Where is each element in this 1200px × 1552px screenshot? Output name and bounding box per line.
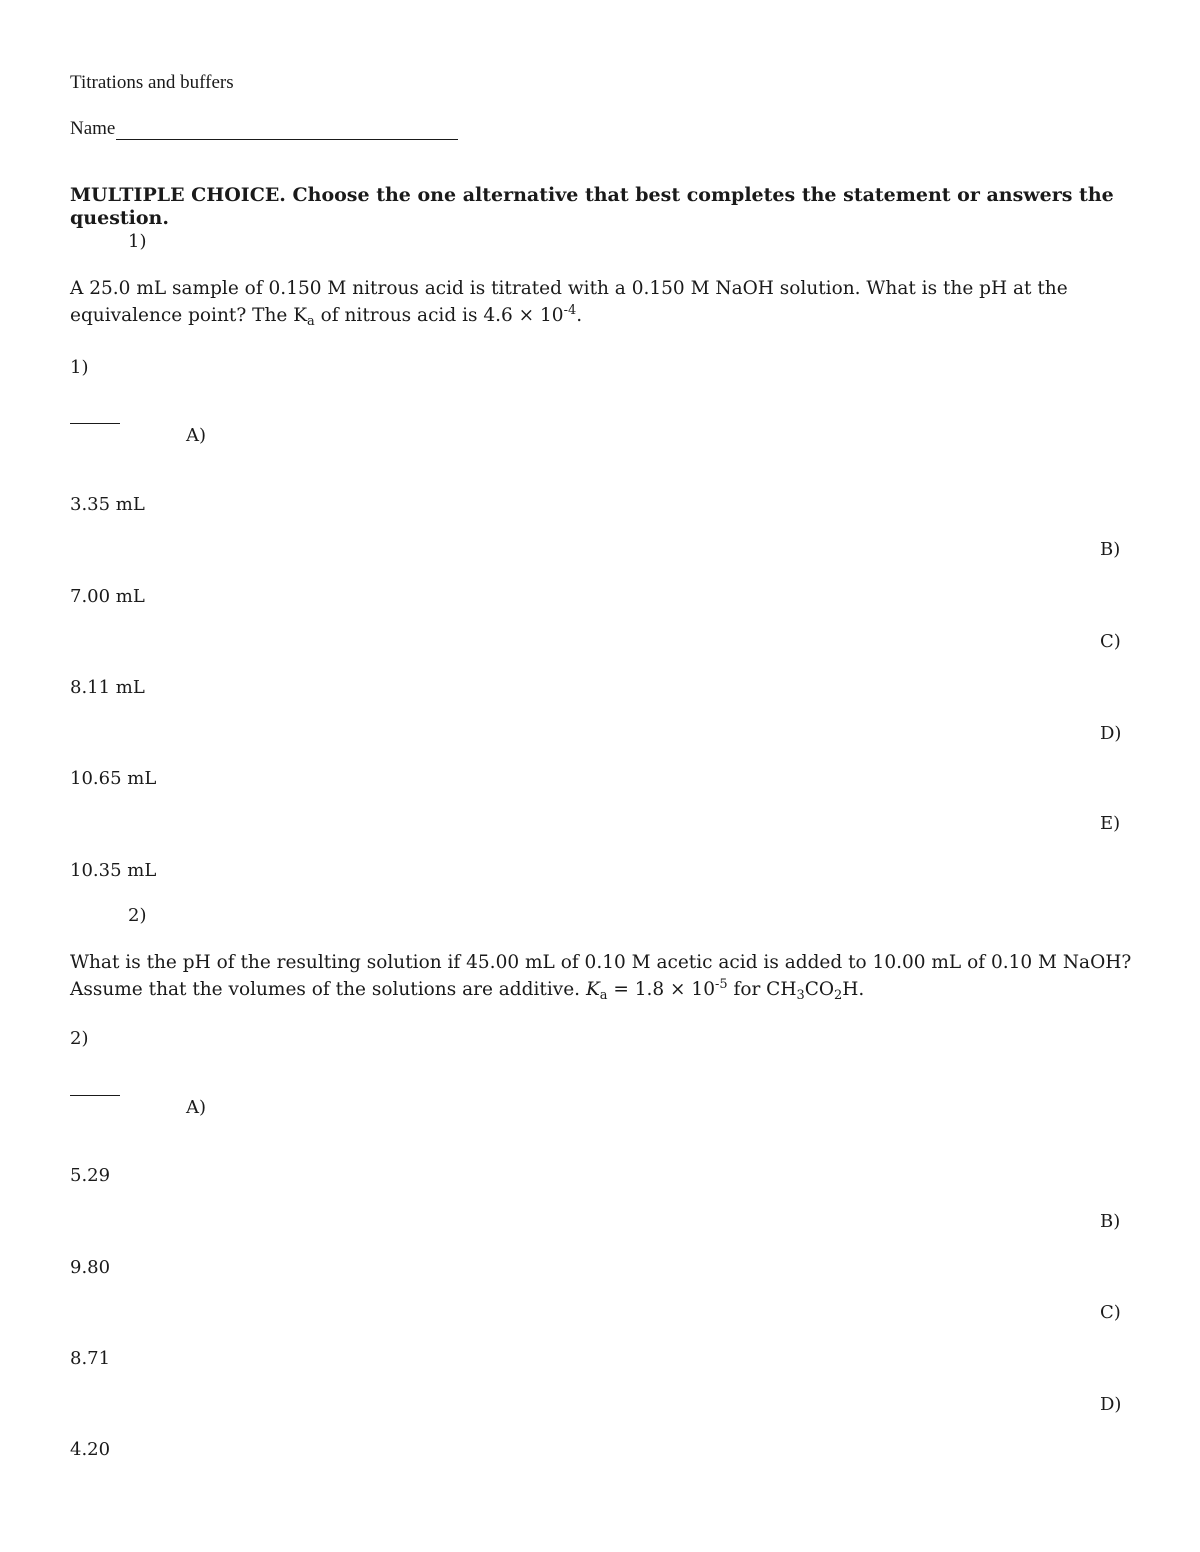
question-2-option-a-letter: A) — [186, 1097, 207, 1118]
question-2-answer-blank[interactable] — [70, 1095, 120, 1096]
name-field-row — [70, 118, 458, 140]
question-2-number-left: 2) — [70, 1028, 89, 1049]
question-2-option-d-letter: D) — [1100, 1394, 1122, 1415]
question-1-option-a-value: 3.35 mL — [70, 494, 145, 515]
question-2-option-c-value: 8.71 — [70, 1348, 111, 1369]
question-2-option-b-value: 9.80 — [70, 1257, 111, 1278]
name-label: Name — [70, 118, 116, 139]
question-1-number-left: 1) — [70, 357, 89, 378]
question-1-answer-blank[interactable] — [70, 423, 120, 424]
name-blank-line[interactable] — [116, 119, 458, 140]
question-2-number: 2) — [128, 905, 147, 926]
question-1-option-e-value: 10.35 mL — [70, 860, 157, 881]
question-2-option-c-letter: C) — [1100, 1302, 1121, 1323]
question-1-option-e-letter: E) — [1100, 813, 1121, 834]
question-1-option-b-letter: B) — [1100, 539, 1121, 560]
question-1-option-b-value: 7.00 mL — [70, 586, 145, 607]
question-1-text: A 25.0 mL sample of 0.150 M nitrous acid is titrated with a 0.150 M NaOH solution. What is the pH at the equivalence point? The $K_a$ of nitrous acid is $4.6 \times 10^{-4}$. — [70, 278, 1068, 329]
question-2-option-d-value: 4.20 — [70, 1439, 111, 1460]
question-2-option-a-value: 5.29 — [70, 1165, 111, 1186]
document-title: Titrations and buffers — [70, 72, 234, 93]
question-1-option-a-letter: A) — [186, 425, 207, 446]
question-1-number: 1) — [128, 231, 147, 252]
question-2-text: What is the pH of the resulting solution if 45.00 mL of 0.10 M acetic acid is added to 10.00 mL of 0.10 M NaOH? Assume that the volumes of the solutions are additive. $K_a = 1.8 \times 10^{-5}$ for $CH_3CO_2H$. — [70, 952, 1132, 1003]
question-1-option-d-value: 10.65 mL — [70, 768, 157, 789]
instructions: MULTIPLE CHOICE. Choose the one alternative that best completes the statement or answers the question. — [70, 184, 1114, 229]
question-1-option-c-letter: C) — [1100, 631, 1121, 652]
question-1-option-c-value: 8.11 mL — [70, 677, 145, 698]
question-2-option-b-letter: B) — [1100, 1211, 1121, 1232]
question-1-option-d-letter: D) — [1100, 723, 1122, 744]
